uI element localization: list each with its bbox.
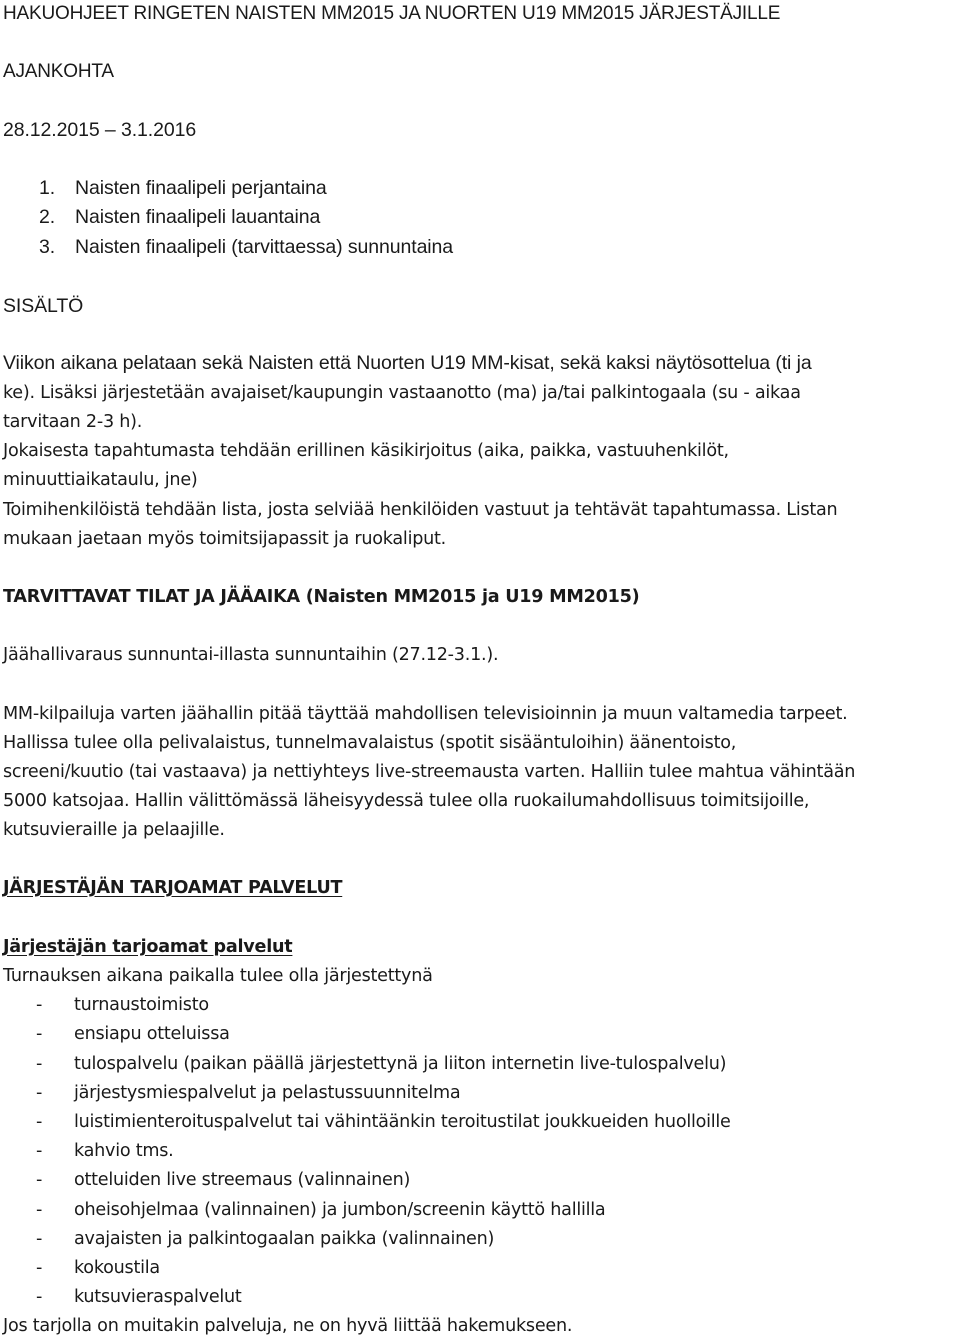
paragraph-line: ke). Lisäksi järjestetään avajaiset/kaupungin vastaanotto (ma) ja/tai palkintogaala (su - aikaa: [3, 383, 801, 403]
palvelut-footer: Jos tarjolla on muitakin palveluja, ne on hyvä liittää hakemukseen.: [3, 1316, 573, 1336]
list-item-text: Naisten finaalipeli perjantaina: [75, 177, 327, 199]
paragraph-line: MM-kilpailuja varten jäähallin pitää täyttää mahdollisen televisioinnin ja muun valtamedia tarpeet.: [3, 704, 848, 724]
bullet-dash: -: [36, 1229, 43, 1249]
bullet-dash: -: [36, 1024, 43, 1044]
paragraph-line: kutsuvieraille ja pelaajille.: [3, 820, 225, 840]
palvelut-subheading: Järjestäjän tarjoamat palvelut: [3, 937, 293, 957]
paragraph-line: screeni/kuutio (tai vastaava) ja nettiyhteys live-streemausta varten. Halliin tulee mahtua vähintään: [3, 762, 856, 782]
bullet-dash: -: [36, 995, 43, 1015]
list-item-text: kutsuvieraspalvelut: [74, 1287, 242, 1307]
paragraph-line: Jokaisesta tapahtumasta tehdään erillinen käsikirjoitus (aika, paikka, vastuuhenkilöt,: [3, 441, 729, 461]
ajankohta-dates: 28.12.2015 – 3.1.2016: [3, 119, 197, 141]
paragraph-line: tarvitaan 2-3 h).: [3, 412, 143, 432]
list-item: [3, 236, 453, 259]
list-item-text: kahvio tms.: [74, 1141, 174, 1161]
bullet-dash: -: [36, 1170, 43, 1190]
list-item-text: kokoustila: [74, 1258, 160, 1278]
list-item-text: Naisten finaalipeli (tarvittaessa) sunnuntaina: [75, 236, 454, 258]
sisalto-heading: SISÄLTÖ: [3, 295, 84, 317]
list-item-number: 1.: [39, 177, 56, 199]
list-item-text: oheisohjelmaa (valinnainen) ja jumbon/screenin käyttö hallilla: [74, 1200, 606, 1220]
list-item-text: tulospalvelu (paikan päällä järjestettynä ja liiton internetin live-tulospalvelu): [74, 1054, 727, 1074]
bullet-dash: -: [36, 1200, 43, 1220]
list-item-number: 3.: [39, 236, 56, 258]
paragraph-line: minuuttiaikataulu, jne): [3, 470, 198, 490]
list-item-number: 2.: [39, 206, 56, 228]
tilat-heading: TARVITTAVAT TILAT JA JÄÄAIKA (Naisten MM2015 ja U19 MM2015): [3, 587, 640, 607]
list-item-text: avajaisten ja palkintogaalan paikka (valinnainen): [74, 1229, 495, 1249]
paragraph-line: 5000 katsojaa. Hallin välittömässä läheisyydessä tulee olla ruokailumahdollisuus toimitsijoille,: [3, 791, 810, 811]
reservation-text: Jäähallivaraus sunnuntai-illasta sunnuntaihin (27.12-3.1.).: [3, 645, 499, 665]
bullet-dash: -: [36, 1054, 43, 1074]
list-item-text: ensiapu otteluissa: [74, 1024, 230, 1044]
paragraph-line: Hallissa tulee olla pelivalaistus, tunnelmavalaistus (spotit sisääntuloihin) äänentoisto,: [3, 733, 737, 753]
bullet-dash: -: [36, 1287, 43, 1307]
bullet-dash: -: [36, 1083, 43, 1103]
palvelut-heading: JÄRJESTÄJÄN TARJOAMAT PALVELUT: [3, 878, 343, 898]
list-item-text: turnaustoimisto: [74, 995, 209, 1015]
document-title: HAKUOHJEET RINGETEN NAISTEN MM2015 JA NUORTEN U19 MM2015 JÄRJESTÄJILLE: [3, 3, 781, 24]
paragraph-line: Viikon aikana pelataan sekä Naisten että Nuorten U19 MM-kisat, sekä kaksi näytösottelua (ti ja: [3, 352, 812, 374]
paragraph-line: Toimihenkilöistä tehdään lista, josta selviää henkilöiden vastuut ja tehtävät tapahtumassa. Listan: [3, 500, 838, 520]
list-item-text: järjestysmiespalvelut ja pelastussuunnitelma: [74, 1083, 461, 1103]
bullet-dash: -: [36, 1258, 43, 1278]
list-item: [3, 206, 320, 229]
bullet-dash: -: [36, 1141, 43, 1161]
list-item-text: luistimienteroituspalvelut tai vähintäänkin teroitustilat joukkueiden huolloille: [74, 1112, 731, 1132]
bullet-dash: -: [36, 1112, 43, 1132]
paragraph-line: mukaan jaetaan myös toimitsijapassit ja ruokaliput.: [3, 529, 447, 549]
palvelut-intro: Turnauksen aikana paikalla tulee olla järjestettynä: [3, 966, 433, 986]
list-item-text: otteluiden live streemaus (valinnainen): [74, 1170, 411, 1190]
ajankohta-heading: AJANKOHTA: [3, 61, 114, 82]
list-item: [3, 177, 327, 200]
list-item-text: Naisten finaalipeli lauantaina: [75, 206, 321, 228]
